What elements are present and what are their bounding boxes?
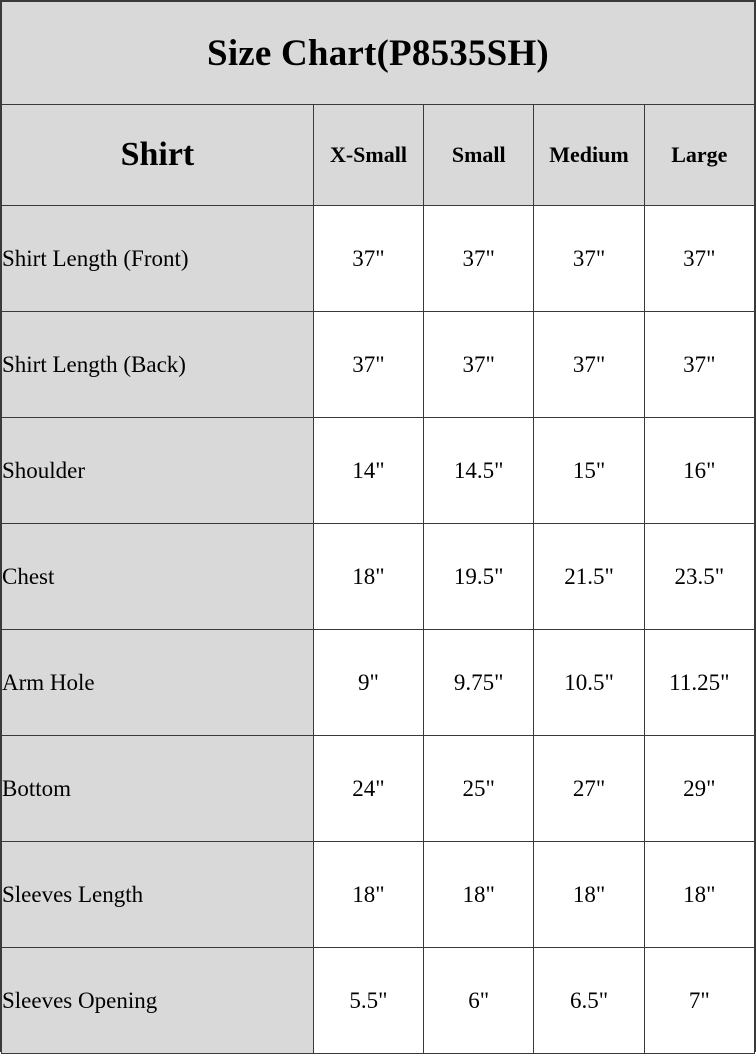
cell-value: 10.5": [534, 630, 644, 736]
cell-value: 16": [644, 418, 754, 524]
row-label: Sleeves Opening: [2, 948, 314, 1054]
cell-value: 27": [534, 736, 644, 842]
cell-value: 18": [313, 524, 423, 630]
cell-value: 14.5": [424, 418, 534, 524]
table-row: [2, 630, 755, 736]
cell-value: 18": [534, 842, 644, 948]
table-header-row: [2, 105, 755, 206]
cell-value: 11.25": [644, 630, 754, 736]
cell-value: 37": [534, 312, 644, 418]
column-header-small: Small: [424, 105, 534, 206]
cell-value: 7": [644, 948, 754, 1054]
cell-value: 37": [644, 206, 754, 312]
column-header-x-small: X-Small: [313, 105, 423, 206]
cell-value: 25": [424, 736, 534, 842]
table-row: [2, 842, 755, 948]
cell-value: 24": [313, 736, 423, 842]
cell-value: 37": [313, 206, 423, 312]
cell-value: 9.75": [424, 630, 534, 736]
table-row: [2, 736, 755, 842]
cell-value: 37": [534, 206, 644, 312]
cell-value: 37": [424, 206, 534, 312]
column-header-large: Large: [644, 105, 754, 206]
cell-value: 9": [313, 630, 423, 736]
cell-value: 15": [534, 418, 644, 524]
cell-value: 29": [644, 736, 754, 842]
table-row: [2, 948, 755, 1054]
page-title: Size Chart(P8535SH): [2, 2, 755, 105]
cell-value: 18": [424, 842, 534, 948]
row-label: Sleeves Length: [2, 842, 314, 948]
cell-value: 23.5": [644, 524, 754, 630]
cell-value: 18": [644, 842, 754, 948]
cell-value: 37": [313, 312, 423, 418]
cell-value: 5.5": [313, 948, 423, 1054]
cell-value: 37": [644, 312, 754, 418]
cell-value: 18": [313, 842, 423, 948]
row-label: Shoulder: [2, 418, 314, 524]
table-row: [2, 206, 755, 312]
cell-value: 6.5": [534, 948, 644, 1054]
row-label: Chest: [2, 524, 314, 630]
column-header-medium: Medium: [534, 105, 644, 206]
row-label: Shirt Length (Front): [2, 206, 314, 312]
cell-value: 19.5": [424, 524, 534, 630]
cell-value: 14": [313, 418, 423, 524]
cell-value: 6": [424, 948, 534, 1054]
row-label: Arm Hole: [2, 630, 314, 736]
table-row: [2, 312, 755, 418]
title-row: [2, 2, 755, 105]
cell-value: 37": [424, 312, 534, 418]
table-row: [2, 524, 755, 630]
cell-value: 21.5": [534, 524, 644, 630]
table-row: [2, 418, 755, 524]
column-header-garment: Shirt: [2, 105, 314, 206]
row-label: Bottom: [2, 736, 314, 842]
size-chart-table: [1, 1, 755, 1054]
row-label: Shirt Length (Back): [2, 312, 314, 418]
